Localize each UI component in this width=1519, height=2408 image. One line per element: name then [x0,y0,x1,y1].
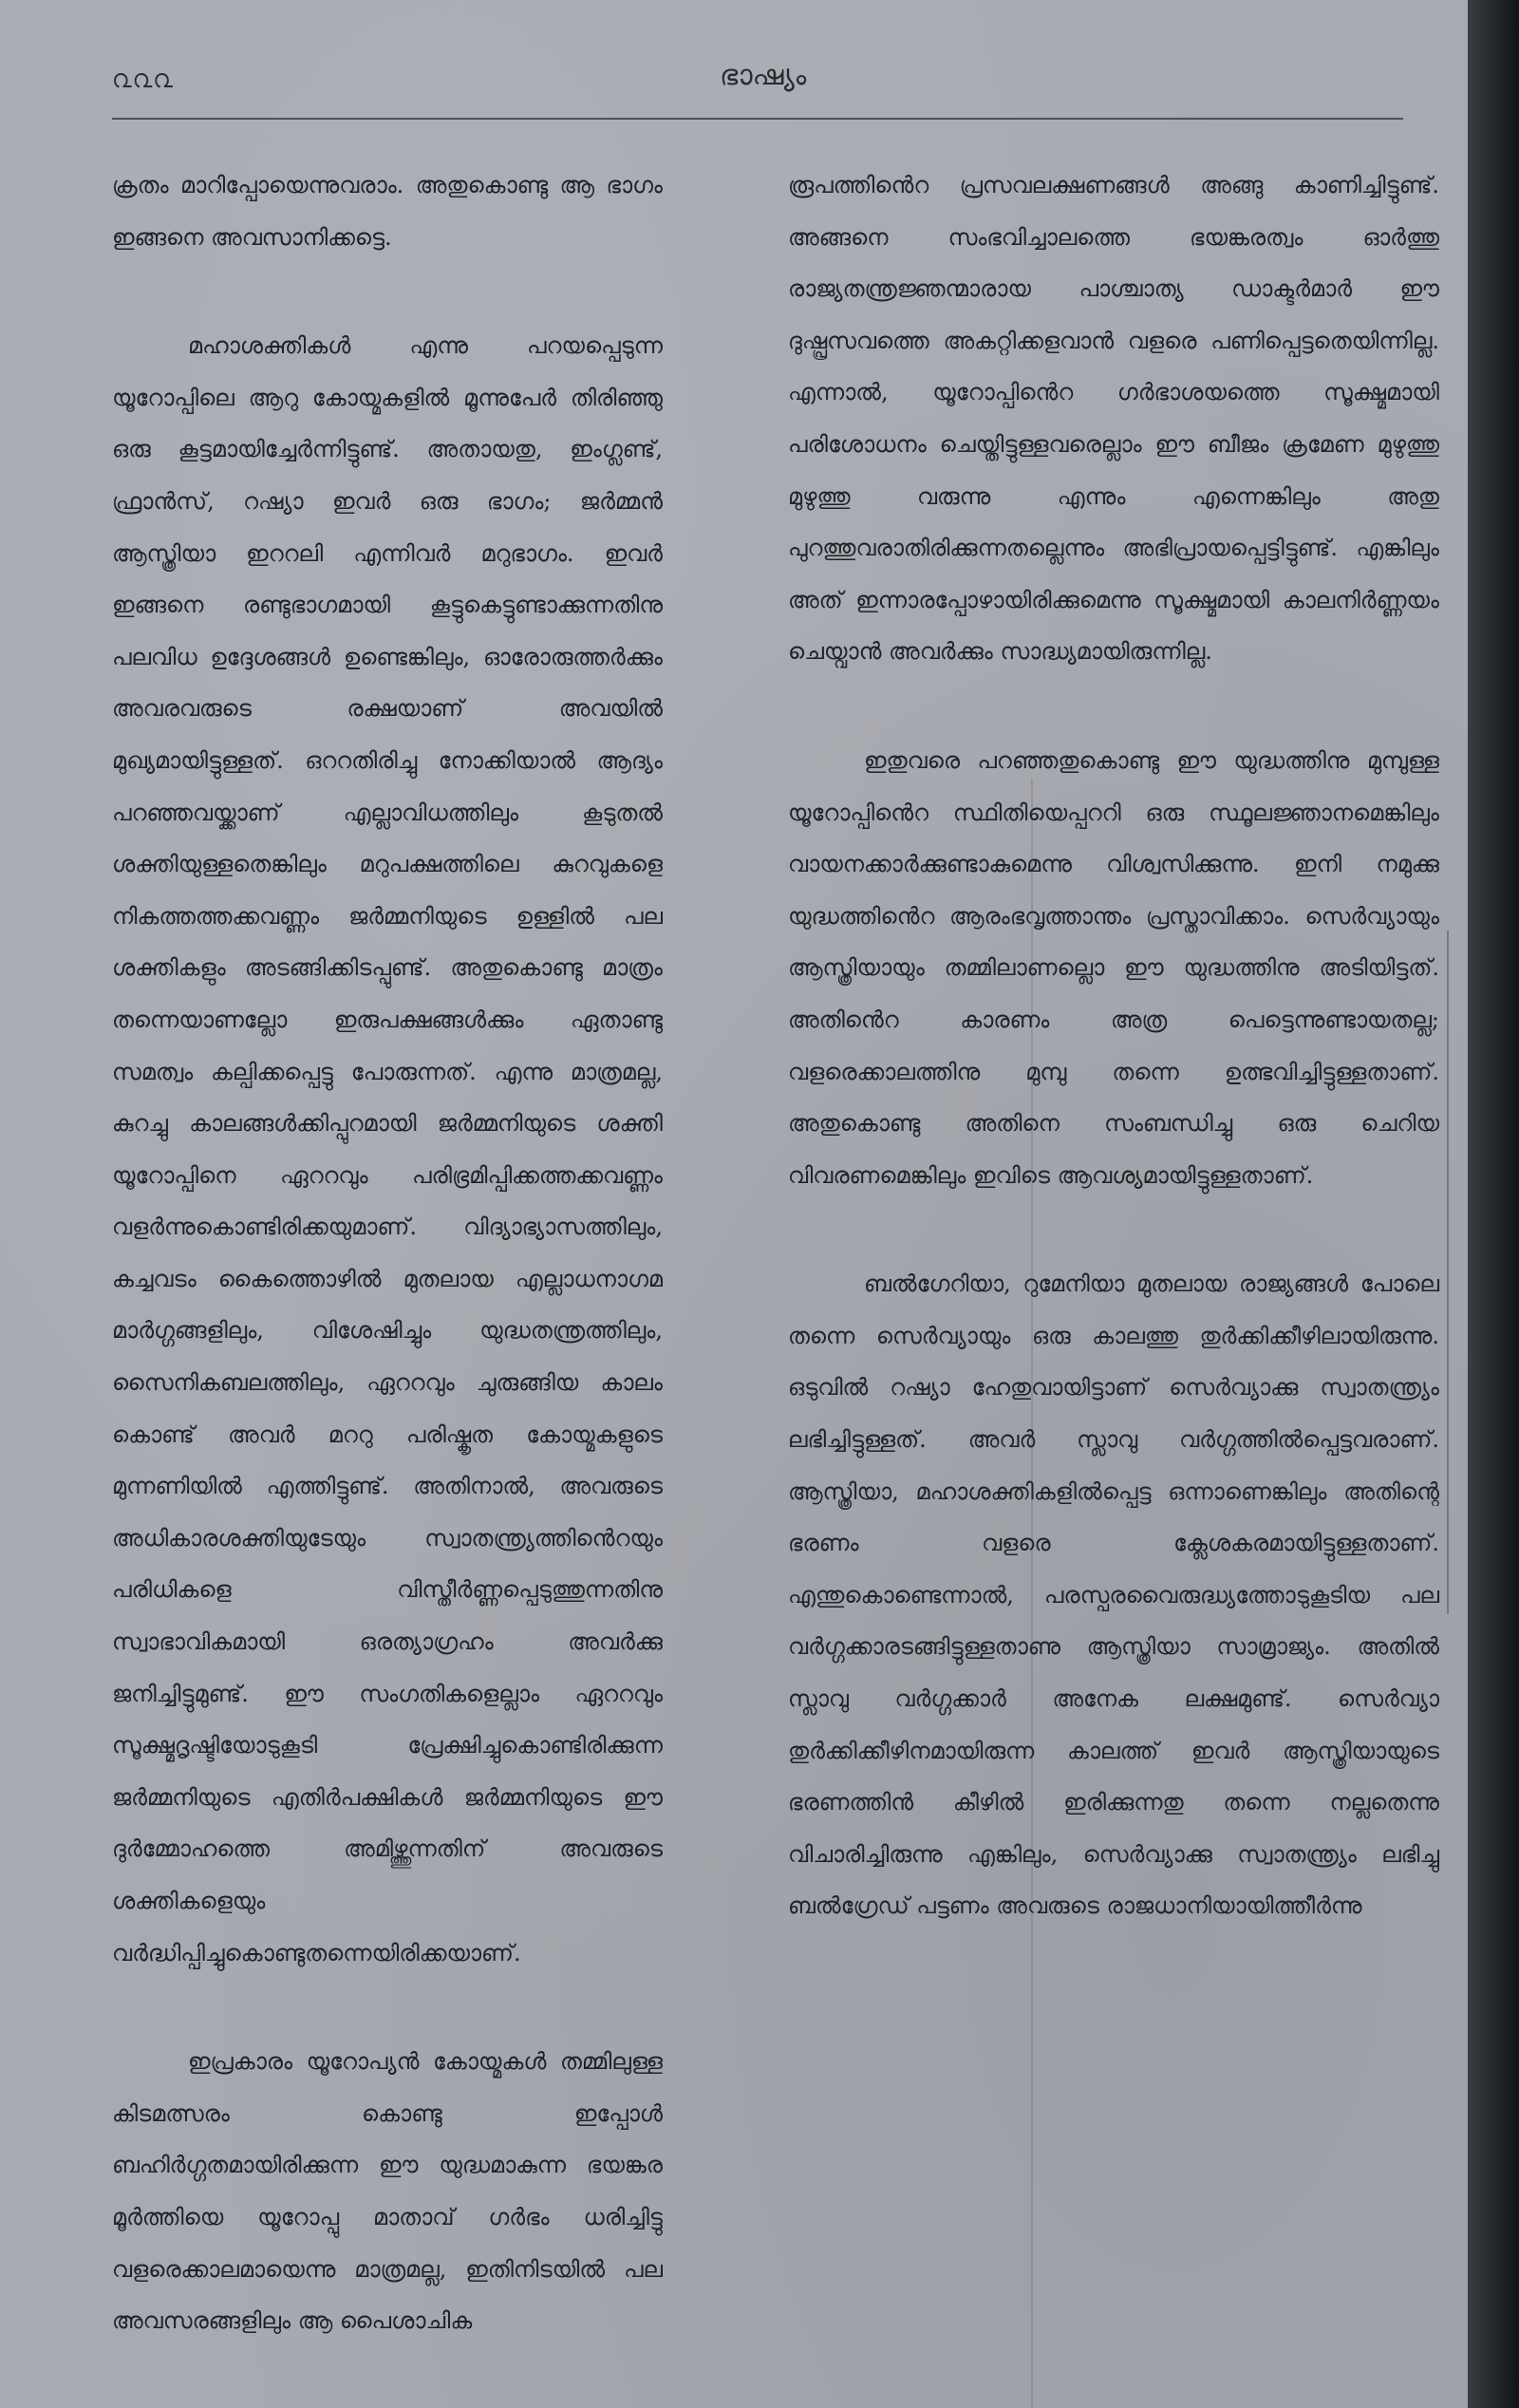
page-number: ൨൨൨ [112,65,174,94]
paragraph: ക്രതം മാറിപ്പോയെന്നുവരാം. അതുകൊണ്ടു ആ ഭാഗം ഇങ്ങനെ അവസാനിക്കട്ടെ. [112,172,663,251]
header-rule [112,118,1403,120]
page-fold-crease [1447,931,1449,1614]
paragraph: രൂപത്തിൻെറ പ്രസവലക്ഷണങ്ങൾ അങ്ങു കാണിച്ചിട്ടുണ്ട്. അങ്ങനെ സംഭവിച്ചാലത്തെ ഭയങ്കരത്വം ഓർത്തു രാജ്യതന്ത്രജ്ഞന്മാരായ പാശ്ചാത്യ ഡാക്ടർമാർ ഈ ദുഷ്പ്രസവത്തെ അകറ്റിക്കളവാൻ വളരെ പണിപ്പെട്ടതെയിന്നില്ല. എന്നാൽ, യൂറോപ്പിൻെറ ഗർഭാശയത്തെ സൂക്ഷ്മമായി പരിശോധനം ചെയ്തിട്ടുള്ളവരെല്ലാം ഈ ബീജം ക്രമേണ മുഴുത്തു മുഴുത്തു വരുന്നു എന്നും എന്നെങ്കിലും അതു പുറത്തുവരാതിരിക്കുന്നതല്ലെന്നും അഭിപ്രായപ്പെട്ടിട്ടുണ്ട്. എങ്കിലും അത് ഇന്നാരപ്പോഴായിരിക്കുമെന്നു സൂക്ഷ്മമായി കാലനിർണ്ണയം ചെയ്വാൻ അവർക്കും സാദ്ധ്യമായിരുന്നില്ല. [788,172,1439,666]
paragraph: ഇപ്രകാരം യൂറോപ്യൻ കോയ്മകൾ തമ്മിലുള്ള കിടമത്സരം കൊണ്ടു ഇപ്പോൾ ബഹിർഗ്ഗതമായിരിക്കുന്ന ഈ യുദ്ധമാകുന്ന ഭയങ്കര മൂർത്തിയെ യൂറോപ്പു മാതാവ് ഗർഭം ധരിച്ചിട്ടു വളരെക്കാലമായെന്നു മാത്രമല്ല, ഇതിനിടയിൽ പല അവസരങ്ങളിലും ആ പൈശാചിക [112,2048,663,2335]
paragraph: മഹാശക്തികൾ എന്നു പറയപ്പെടുന്ന യൂറോപ്പിലെ ആറു കോയ്മകളിൽ മൂന്നുപേർ തിരിഞ്ഞു ഒരു കൂട്ടമായിച്ചേർന്നിട്ടുണ്ട്. അതായതു, ഇംഗ്ലണ്ട്, ഫ്രാൻസ്, റഷ്യാ ഇവർ ഒരു ഭാഗം; ജർമ്മൻ ആസ്ത്രിയാ ഇററലി എന്നിവർ മറുഭാഗം. ഇവർ ഇങ്ങനെ രണ്ടുഭാഗമായി കൂട്ടുകെട്ടുണ്ടാക്കുന്നതിനു പലവിധ ഉദ്ദേശങ്ങൾ ഉണ്ടെങ്കിലും, ഓരോരുത്തർക്കും അവരവരുടെ രക്ഷയാണ് അവയിൽ മുഖ്യമായിട്ടുള്ളത്. ഒററതിരിച്ചു നോക്കിയാൽ ആദ്യം പറഞ്ഞവയ്ക്കാണ് എല്ലാവിധത്തിലും കൂടുതൽ ശക്തിയുള്ളതെങ്കിലും മറുപക്ഷത്തിലെ കുറവുകളെ നികത്തത്തക്കവണ്ണം ജർമ്മനിയുടെ ഉള്ളിൽ പല ശക്തികളും അടങ്ങിക്കിടപ്പുണ്ട്. അതുകൊണ്ടു മാത്രം തന്നെയാണല്ലോ ഇരുപക്ഷങ്ങൾക്കും ഏതാണ്ടു സമത്വം കല്പിക്കപ്പെട്ടു പോരുന്നത്. എന്നു മാത്രമല്ല, കുറച്ചു കാലങ്ങൾക്കിപ്പുറമായി ജർമ്മനിയുടെ ശക്തി യൂറോപ്പിനെ ഏററവും പരിഭ്രമിപ്പിക്കത്തക്കവണ്ണം വളർന്നുകൊണ്ടിരിക്കയുമാണ്. വിദ്യാഭ്യാസത്തിലും, കച്ചവടം കൈത്തൊഴിൽ മുതലായ എല്ലാധനാഗമ മാർഗ്ഗങ്ങളിലും, വിശേഷിച്ചും യുദ്ധതന്ത്രത്തിലും, സൈനികബലത്തിലും, ഏററവും ചുരുങ്ങിയ കാലം കൊണ്ട് അവർ മററു പരിഷ്കൃത കോയ്മകളുടെ മുന്നണിയിൽ എത്തിട്ടുണ്ട്. അതിനാൽ, അവരുടെ അധികാരശക്തിയുടേയും സ്വാതന്ത്ര്യത്തിൻെറയും പരിധികളെ വിസ്തീർണ്ണപ്പെടുത്തുന്നതിനു സ്വാഭാവികമായി ഒരത്യാഗ്രഹം അവർക്കു ജനിച്ചിട്ടുമുണ്ട്. ഈ സംഗതികളെല്ലാം ഏററവും സൂക്ഷ്മദൃഷ്ടിയോടുകൂടി പ്രേക്ഷിച്ചുകൊണ്ടിരിക്കുന്ന ജർമ്മനിയുടെ എതിർപക്ഷികൾ ജർമ്മനിയുടെ ഈ ദുർമ്മോഹത്തെ അമിഴ്ത്തുന്നതിന് അവരുടെ ശക്തികളെയും വർദ്ധിപ്പിച്ചുകൊണ്ടുതന്നെയിരിക്കയാണ്. [112,332,663,1966]
right-column [788,160,1439,1989]
running-title: ഭാഷ്യം [720,59,807,92]
page-fold-crease [1031,779,1033,2408]
page-header [112,59,1403,106]
paragraph: ഇതുവരെ പറഞ്ഞതുകൊണ്ടു ഈ യുദ്ധത്തിനു മുമ്പുള്ള യൂറോപ്പിൻെറ സ്ഥിതിയെപ്പററി ഒരു സ്ഥൂലജ്ഞാനമെങ്കിലും വായനക്കാർക്കുണ്ടാകുമെന്നു വിശ്വസിക്കുന്നു. ഇനി നമുക്കു യുദ്ധത്തിൻെറ ആരംഭവൃത്താന്തം പ്രസ്താവിക്കാം. സെർവ്യായും ആസ്ത്രിയായും തമ്മിലാണല്ലൊ ഈ യുദ്ധത്തിനു അടിയിട്ടത്. അതിൻെറ കാരണം അത്ര പെട്ടെന്നുണ്ടായതല്ല; വളരെക്കാലത്തിനു മുമ്പു തന്നെ ഉത്ഭവിച്ചിട്ടുള്ളതാണ്. അതുകൊണ്ടു അതിനെ സംബന്ധിച്ചു ഒരു ചെറിയ വിവരണമെങ്കിലും ഇവിടെ ആവശ്യമായിട്ടുള്ളതാണ്. [788,746,1439,1189]
paragraph: ബൽഗേറിയാ, റുമേനിയാ മുതലായ രാജ്യങ്ങൾ പോലെ തന്നെ സെർവ്യായും ഒരു കാലത്തു തുർക്കിക്കീഴിലായിരുന്നു. ഒടുവിൽ റഷ്യാ ഹേതുവായിട്ടാണ് സെർവ്യാക്കു സ്വാതന്ത്ര്യം ലഭിച്ചിട്ടുള്ളത്. അവർ സ്ലാവു വർഗ്ഗത്തിൽപ്പെട്ടവരാണ്. ആസ്ത്രിയാ, മഹാശക്തികളിൽപ്പെട്ട ഒന്നാണെങ്കിലും അതിന്റെ ഭരണം വളരെ ക്ലേശകരമായിട്ടുള്ളതാണ്. എന്തുകൊണ്ടെന്നാൽ, പരസ്പരവൈരുദ്ധ്യത്തോടുകൂടിയ പല വർഗ്ഗക്കാരടങ്ങിട്ടുള്ളതാണു ആസ്ത്രിയാ സാമ്രാജ്യം. അതിൽ സ്ലാവു വർഗ്ഗക്കാർ അനേക ലക്ഷമുണ്ട്. സെർവ്യാ തുർക്കിക്കീഴിനമായിരുന്ന കാലത്ത് ഇവർ ആസ്ത്രിയായുടെ ഭരണത്തിൻ കീഴിൽ ഇരിക്കുന്നതു തന്നെ നല്ലതെന്നു വിചാരിച്ചിരുന്നു എങ്കിലും, സെർവ്യാക്കു സ്വാതന്ത്ര്യം ലഭിച്ചു ബൽഗ്രേഡ് പട്ടണം അവരുടെ രാജധാനിയായിത്തീർന്നു [788,1270,1439,1920]
left-column [112,160,663,2404]
scan-edge-shadow [1468,0,1519,2408]
